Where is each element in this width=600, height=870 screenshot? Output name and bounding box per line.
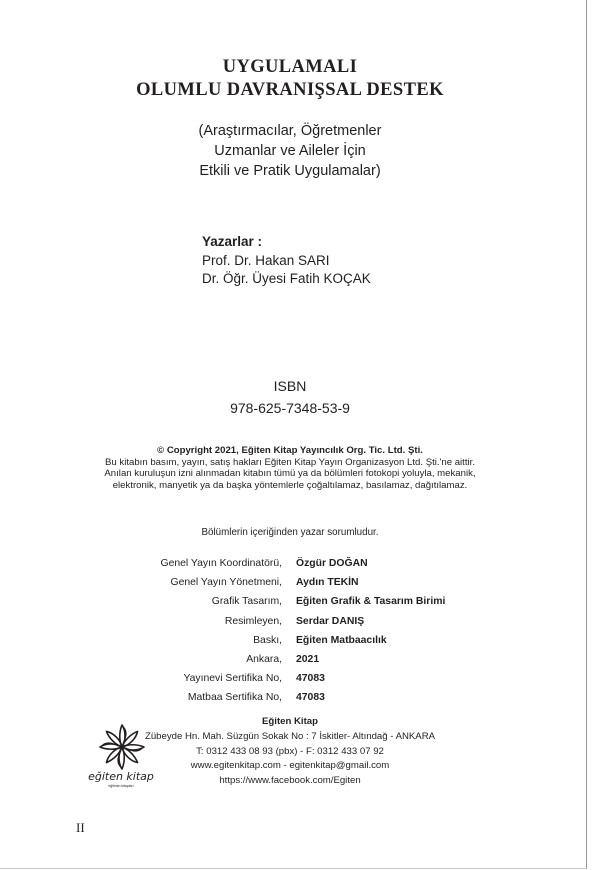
credit-row xyxy=(0,558,580,577)
authors-block xyxy=(202,233,371,289)
isbn-label: ISBN xyxy=(273,378,307,394)
credit-value: Özgür DOĞAN xyxy=(296,558,368,569)
rights-line-1: Bu kitabın basım, yayın, satış hakları Eğiten Kitap Yayın Organizasyon Ltd. Şti.'ne aittir. xyxy=(105,456,475,468)
credit-value: 47083 xyxy=(296,692,325,704)
subtitle-line-2: Uzmanlar ve Aileler İçin xyxy=(214,143,366,159)
credit-value: Aydın TEKİN xyxy=(296,577,359,589)
book-title xyxy=(0,56,580,102)
credit-label: Genel Yayın Yönetmeni, xyxy=(170,577,282,589)
authors-label: Yazarlar : xyxy=(202,234,263,249)
credit-row xyxy=(0,692,580,711)
credit-value: 47083 xyxy=(296,673,325,685)
credit-row xyxy=(0,577,580,596)
logo-name: eğiten kitap xyxy=(88,770,154,783)
credit-value: Eğiten Matbaacılık xyxy=(296,634,387,646)
credit-label: Baskı, xyxy=(253,634,282,646)
publisher-web-email: www.egitenkitap.com - egitenkitap@gmail.com xyxy=(190,760,390,772)
credit-label: Matbaa Sertifika No, xyxy=(187,692,282,704)
copyright-block xyxy=(0,445,580,491)
title-line-2: OLUMLU DAVRANIŞSAL DESTEK xyxy=(136,80,444,100)
publisher-block xyxy=(0,715,580,789)
book-subtitle xyxy=(0,121,580,181)
isbn-number: 978-625-7348-53-9 xyxy=(230,400,350,416)
credit-label: Genel Yayın Koordinatörü, xyxy=(160,558,282,569)
credit-row xyxy=(0,596,580,615)
isbn-block xyxy=(0,375,580,419)
page-number: II xyxy=(76,820,85,835)
credits-list xyxy=(0,558,580,712)
subtitle-line-3: Etkili ve Pratik Uygulamalar) xyxy=(199,163,381,179)
author-1: Prof. Dr. Hakan SARI xyxy=(202,252,330,268)
credit-label: Yayınevi Sertifika No, xyxy=(183,673,282,685)
credit-row xyxy=(0,635,580,654)
credit-value: 2021 xyxy=(296,653,320,665)
credit-row xyxy=(0,673,580,692)
credit-value: Serdar DANIŞ xyxy=(296,615,365,627)
publisher-name: Eğiten Kitap xyxy=(262,716,318,727)
credit-label: Grafik Tasarım, xyxy=(211,596,282,608)
title-line-1: UYGULAMALI xyxy=(222,57,358,77)
publisher-phone: T: 0312 433 08 93 (pbx) - F: 0312 433 07 92 xyxy=(196,745,384,757)
author-2: Dr. Öğr. Üyesi Fatih KOÇAK xyxy=(202,271,371,286)
credit-row xyxy=(0,654,580,673)
copyright-line: © Copyright 2021, Eğiten Kitap Yayıncılık Org. Tic. Ltd. Şti. xyxy=(157,445,423,456)
rights-line-3: elektronik, manyetik ya da başka yöntemlerle çoğaltılamaz, basılamaz, dağıtılamaz. xyxy=(112,479,468,491)
credit-label: Resimleyen, xyxy=(224,615,282,627)
credit-label: Ankara, xyxy=(246,653,282,665)
publisher-facebook: https://www.facebook.com/Egiten xyxy=(219,775,361,787)
logo-tagline: eğitimin kitapları xyxy=(108,784,134,788)
subtitle-line-1: (Araştırmacılar, Öğretmenler xyxy=(198,123,382,139)
rights-line-2: Anılan kuruluşun izni alınmadan kitabın tümü ya da bölümleri fotokopi yoluyla, mekanik, xyxy=(104,468,476,479)
publisher-address: Zübeyde Hn. Mah. Süzgün Sokak No : 7 İskitler- Altındağ - ANKARA xyxy=(144,730,436,742)
responsibility-note: Bölümlerin içeriğinden yazar sorumludur. xyxy=(201,527,379,538)
credit-value: Eğiten Grafik & Tasarım Birimi xyxy=(296,596,446,608)
credit-row xyxy=(0,616,580,635)
